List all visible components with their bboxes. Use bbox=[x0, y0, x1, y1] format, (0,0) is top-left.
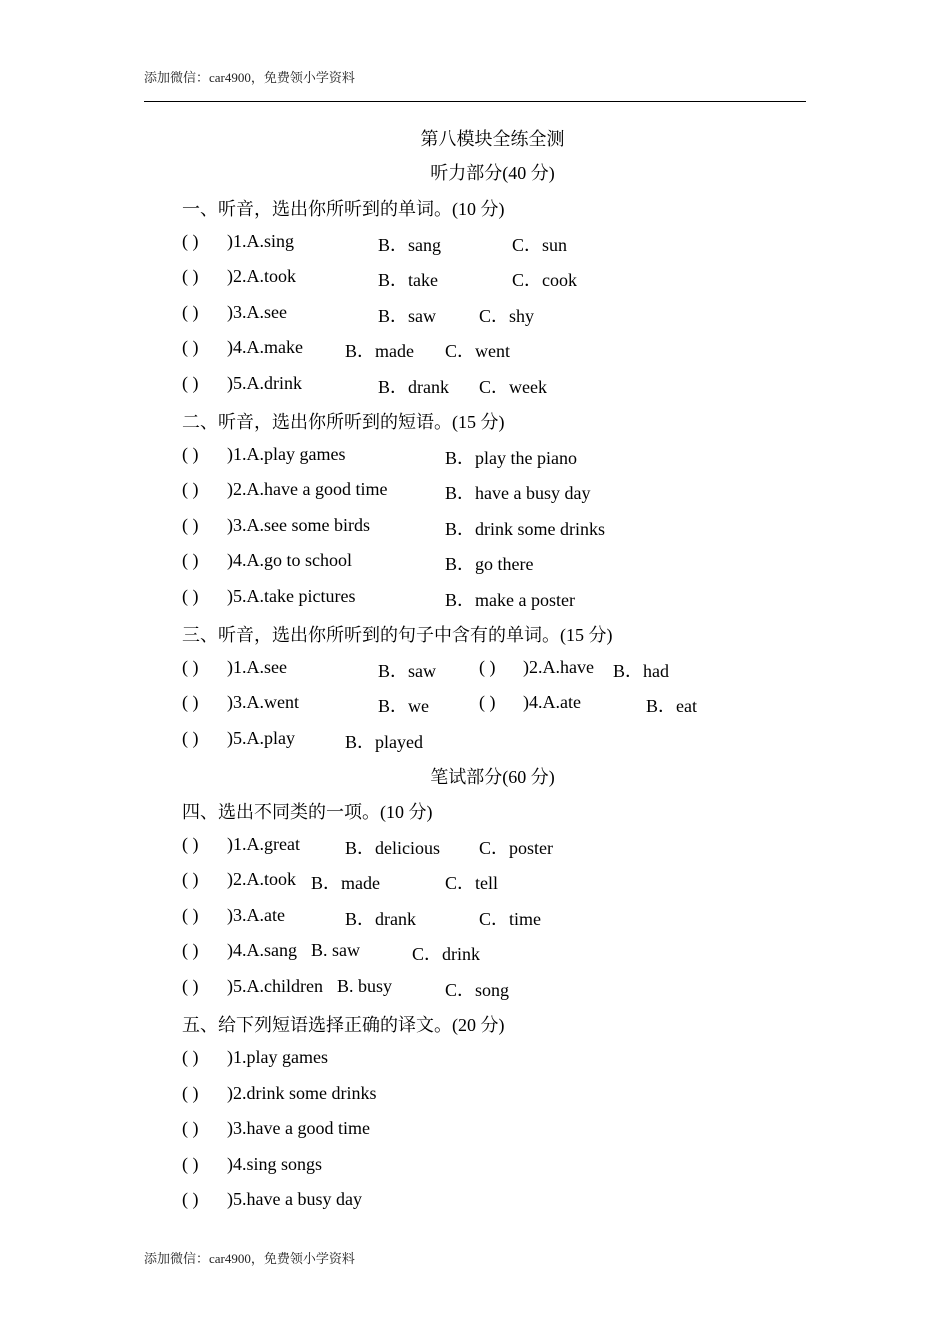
option-a: )2.A.have a good time bbox=[227, 479, 388, 499]
listening-heading: 听力部分(40 分) bbox=[430, 163, 555, 183]
option-a: )4.A.make bbox=[227, 337, 303, 357]
option-a: )2.A.have bbox=[523, 657, 594, 677]
option-c: C．time bbox=[479, 909, 541, 929]
option-a: )3.A.went bbox=[227, 692, 299, 712]
option-c: C．tell bbox=[445, 873, 498, 893]
option-b: B. saw bbox=[311, 940, 360, 960]
section-5-heading: 五、给下列短语选择正确的译文。(20 分) bbox=[182, 1015, 505, 1035]
phrase: )5.have a busy day bbox=[227, 1189, 362, 1209]
answer-blank: ( ) bbox=[182, 1083, 199, 1103]
option-c: C．song bbox=[445, 980, 510, 1000]
option-b: B．drink some drinks bbox=[445, 519, 605, 539]
option-a: )1.A.sing bbox=[227, 231, 294, 251]
option-b: B．made bbox=[311, 873, 380, 893]
option-a: )5.A.take pictures bbox=[227, 586, 356, 606]
answer-blank: ( ) bbox=[182, 940, 199, 960]
option-c: C．drink bbox=[412, 944, 481, 964]
option-c: C．went bbox=[445, 341, 510, 361]
answer-blank: ( ) bbox=[182, 302, 199, 322]
option-c: C．cook bbox=[512, 270, 577, 290]
option-a: )3.A.ate bbox=[227, 905, 285, 925]
phrase: )1.play games bbox=[227, 1047, 328, 1067]
header-note: 添加微信：car4900，免费领小学资料 bbox=[144, 70, 355, 85]
answer-blank: ( ) bbox=[479, 657, 496, 677]
option-b: B．we bbox=[378, 696, 429, 716]
phrase: )3.have a good time bbox=[227, 1118, 370, 1138]
answer-blank: ( ) bbox=[479, 692, 496, 712]
answer-blank: ( ) bbox=[182, 657, 199, 677]
answer-blank: ( ) bbox=[182, 586, 199, 606]
option-c: C．shy bbox=[479, 306, 535, 326]
phrase: )4.sing songs bbox=[227, 1154, 323, 1174]
answer-blank: ( ) bbox=[182, 692, 199, 712]
option-c: C．poster bbox=[479, 838, 553, 858]
option-b: B．saw bbox=[378, 661, 436, 681]
option-b: B．sang bbox=[378, 235, 441, 255]
answer-blank: ( ) bbox=[182, 905, 199, 925]
option-a: )1.A.play games bbox=[227, 444, 346, 464]
option-a: )4.A.ate bbox=[523, 692, 581, 712]
option-a: )2.A.took bbox=[227, 266, 296, 286]
answer-blank: ( ) bbox=[182, 515, 199, 535]
option-a: )5.A.play bbox=[227, 728, 295, 748]
answer-blank: ( ) bbox=[182, 337, 199, 357]
option-b: B．drank bbox=[378, 377, 449, 397]
option-a: )1.A.see bbox=[227, 657, 287, 677]
option-b: B．had bbox=[613, 661, 669, 681]
answer-blank: ( ) bbox=[182, 231, 199, 251]
section-1-heading: 一、听音，选出你所听到的单词。(10 分) bbox=[182, 199, 505, 219]
option-b: B．eat bbox=[646, 696, 697, 716]
option-b: B．make a poster bbox=[445, 590, 575, 610]
answer-blank: ( ) bbox=[182, 728, 199, 748]
option-b: B．drank bbox=[345, 909, 416, 929]
answer-blank: ( ) bbox=[182, 1189, 199, 1209]
answer-blank: ( ) bbox=[182, 266, 199, 286]
answer-blank: ( ) bbox=[182, 869, 199, 889]
option-b: B．go there bbox=[445, 554, 534, 574]
option-b: B．delicious bbox=[345, 838, 440, 858]
answer-blank: ( ) bbox=[182, 479, 199, 499]
option-a: )3.A.see bbox=[227, 302, 287, 322]
footer-note: 添加微信：car4900，免费领小学资料 bbox=[144, 1251, 355, 1266]
phrase: )2.drink some drinks bbox=[227, 1083, 377, 1103]
section-2-heading: 二、听音，选出你所听到的短语。(15 分) bbox=[182, 412, 505, 432]
option-b: B．take bbox=[378, 270, 438, 290]
option-b: B. busy bbox=[337, 976, 393, 996]
option-b: B．have a busy day bbox=[445, 483, 591, 503]
answer-blank: ( ) bbox=[182, 550, 199, 570]
section-4-heading: 四、选出不同类的一项。(10 分) bbox=[182, 802, 433, 822]
option-a: )5.A.children bbox=[227, 976, 323, 996]
answer-blank: ( ) bbox=[182, 444, 199, 464]
option-a: )1.A.great bbox=[227, 834, 300, 854]
option-a: )3.A.see some birds bbox=[227, 515, 370, 535]
page-title: 第八模块全练全测 bbox=[420, 129, 565, 149]
option-c: C．week bbox=[479, 377, 547, 397]
answer-blank: ( ) bbox=[182, 1047, 199, 1067]
option-a: )5.A.drink bbox=[227, 373, 302, 393]
section-3-heading: 三、听音，选出你所听到的句子中含有的单词。(15 分) bbox=[182, 625, 613, 645]
option-b: B．played bbox=[345, 732, 423, 752]
answer-blank: ( ) bbox=[182, 1154, 199, 1174]
answer-blank: ( ) bbox=[182, 373, 199, 393]
answer-blank: ( ) bbox=[182, 834, 199, 854]
option-a: )4.A.sang bbox=[227, 940, 297, 960]
option-a: )4.A.go to school bbox=[227, 550, 352, 570]
option-b: B．saw bbox=[378, 306, 436, 326]
header-rule bbox=[144, 101, 806, 102]
option-b: B．play the piano bbox=[445, 448, 577, 468]
writing-heading: 笔试部分(60 分) bbox=[430, 767, 555, 787]
answer-blank: ( ) bbox=[182, 976, 199, 996]
answer-blank: ( ) bbox=[182, 1118, 199, 1138]
option-b: B．made bbox=[345, 341, 414, 361]
option-c: C．sun bbox=[512, 235, 568, 255]
option-a: )2.A.took bbox=[227, 869, 296, 889]
